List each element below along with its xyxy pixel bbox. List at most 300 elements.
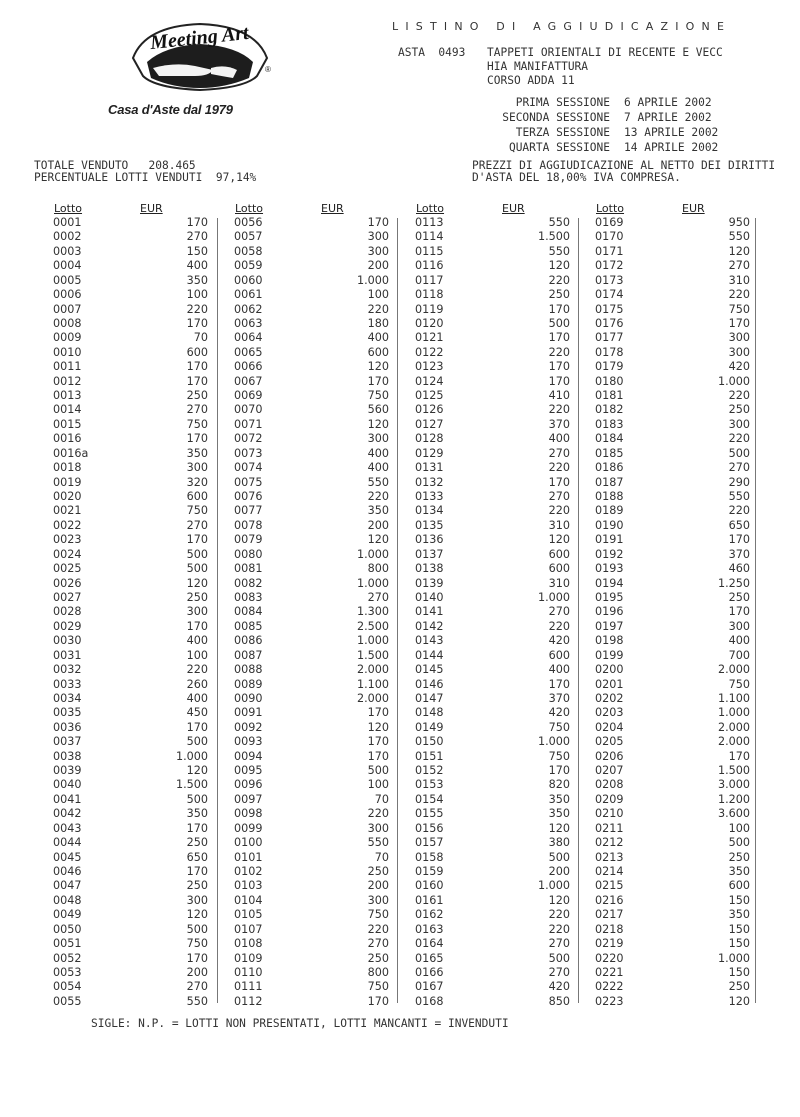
table-row [594, 346, 768, 360]
lot-price-eur: 250 [728, 980, 750, 994]
lot-number: 0175 [595, 302, 624, 316]
header-lotto: Lotto [235, 202, 264, 215]
lot-number: 0083 [234, 590, 263, 604]
lot-price-eur: 650 [186, 850, 208, 864]
lot-number: 0009 [53, 331, 82, 345]
lot-number: 0043 [53, 821, 82, 835]
lot-number: 0040 [53, 778, 82, 792]
lot-price-eur: 220 [728, 288, 750, 302]
session-row [497, 95, 718, 110]
lot-number: 0132 [415, 475, 444, 489]
table-row [52, 649, 226, 663]
lot-number: 0107 [234, 922, 263, 936]
table-row [414, 793, 588, 807]
sales-summary [34, 160, 256, 184]
lot-number: 0154 [415, 792, 444, 806]
lot-price-eur: 250 [186, 389, 208, 403]
lot-price-eur: 350 [548, 792, 570, 806]
table-row [594, 980, 768, 994]
table-row [52, 937, 226, 951]
table-column [52, 200, 226, 1009]
lot-number: 0215 [595, 879, 624, 893]
lot-number: 0158 [415, 850, 444, 864]
lot-price-eur: 270 [367, 937, 389, 951]
table-row [52, 476, 226, 490]
lot-price-eur: 600 [548, 648, 570, 662]
lot-number: 0032 [53, 663, 82, 677]
lot-price-eur: 220 [548, 922, 570, 936]
lot-price-eur: 220 [548, 345, 570, 359]
lot-price-eur: 270 [548, 446, 570, 460]
lot-price-eur: 220 [367, 922, 389, 936]
lot-number: 0031 [53, 648, 82, 662]
session-date: 13 APRILE 2002 [624, 126, 719, 139]
lot-number: 0058 [234, 244, 263, 258]
lot-price-eur: 100 [186, 288, 208, 302]
lot-number: 0174 [595, 288, 624, 302]
table-row [594, 995, 768, 1009]
lot-number: 0049 [53, 908, 82, 922]
table-row [52, 750, 226, 764]
lot-price-eur: 500 [548, 850, 570, 864]
table-row [52, 692, 226, 706]
lot-price-eur: 170 [186, 720, 208, 734]
table-row [414, 966, 588, 980]
lot-price-eur: 220 [728, 389, 750, 403]
table-header [52, 200, 226, 216]
table-row [233, 605, 407, 619]
lot-number: 0191 [595, 533, 624, 547]
lot-price-eur: 1.000 [356, 273, 389, 287]
lot-price-eur: 820 [548, 778, 570, 792]
table-row [233, 663, 407, 677]
lot-number: 0036 [53, 720, 82, 734]
lot-number: 0212 [595, 836, 624, 850]
lot-number: 0109 [234, 951, 263, 965]
lot-number: 0067 [234, 374, 263, 388]
lot-price-eur: 500 [548, 951, 570, 965]
lot-price-eur: 170 [186, 951, 208, 965]
table-row [52, 764, 226, 778]
lot-price-eur: 1.000 [356, 634, 389, 648]
lot-price-eur: 300 [367, 893, 389, 907]
table-row [233, 995, 407, 1009]
table-row [52, 274, 226, 288]
lot-number: 0066 [234, 360, 263, 374]
lot-price-eur: 1.000 [537, 590, 570, 604]
lot-number: 0004 [53, 259, 82, 273]
table-row [594, 375, 768, 389]
lot-number: 0038 [53, 749, 82, 763]
lot-number: 0073 [234, 446, 263, 460]
table-row [594, 678, 768, 692]
lot-price-eur: 350 [548, 807, 570, 821]
lot-price-eur: 370 [728, 547, 750, 561]
lot-number: 0214 [595, 864, 624, 878]
lot-price-eur: 500 [548, 316, 570, 330]
lot-price-eur: 250 [186, 879, 208, 893]
lot-price-eur: 600 [367, 345, 389, 359]
lot-number: 0033 [53, 677, 82, 691]
lot-price-eur: 750 [367, 389, 389, 403]
table-row [594, 533, 768, 547]
lot-number: 0142 [415, 619, 444, 633]
table-row [233, 692, 407, 706]
lot-price-eur: 2.000 [717, 663, 750, 677]
session-name: QUARTA SESSIONE [508, 141, 610, 154]
table-row [52, 461, 226, 475]
table-row [52, 634, 226, 648]
table-row [233, 634, 407, 648]
lot-price-eur: 400 [728, 634, 750, 648]
lot-number: 0062 [234, 302, 263, 316]
price-note [472, 160, 775, 184]
lot-price-eur: 120 [728, 994, 750, 1008]
lot-price-eur: 120 [367, 360, 389, 374]
table-row [233, 620, 407, 634]
table-rows [414, 216, 588, 1009]
table-row [233, 245, 407, 259]
lot-number: 0077 [234, 504, 263, 518]
total-sold-label: TOTALE VENDUTO [34, 159, 129, 172]
lot-price-eur: 550 [548, 244, 570, 258]
lot-price-eur: 420 [548, 706, 570, 720]
lot-price-eur: 550 [186, 994, 208, 1008]
lot-price-eur: 170 [548, 302, 570, 316]
lot-number: 0184 [595, 432, 624, 446]
table-row [594, 706, 768, 720]
lot-price-eur: 310 [548, 518, 570, 532]
lot-price-eur: 320 [186, 475, 208, 489]
table-row [594, 461, 768, 475]
lot-number: 0166 [415, 965, 444, 979]
lot-number: 0091 [234, 706, 263, 720]
lot-price-eur: 500 [186, 922, 208, 936]
lot-number: 0100 [234, 836, 263, 850]
lot-price-eur: 120 [548, 893, 570, 907]
session-list [497, 95, 718, 155]
lot-number: 0199 [595, 648, 624, 662]
lot-number: 0151 [415, 749, 444, 763]
lot-number: 0008 [53, 316, 82, 330]
session-name: PRIMA SESSIONE [515, 96, 610, 109]
lot-price-eur: 600 [548, 547, 570, 561]
logo-brand-name: Meeting Art [149, 21, 250, 55]
lot-number: 0189 [595, 504, 624, 518]
lot-number: 0064 [234, 331, 263, 345]
table-row [52, 778, 226, 792]
lot-number: 0088 [234, 663, 263, 677]
lot-number: 0169 [595, 216, 624, 229]
lot-price-eur: 950 [728, 216, 750, 229]
lot-price-eur: 750 [548, 749, 570, 763]
lot-number: 0193 [595, 562, 624, 576]
lot-number: 0078 [234, 518, 263, 532]
lot-number: 0134 [415, 504, 444, 518]
table-row [414, 706, 588, 720]
table-row [233, 836, 407, 850]
header-eur: EUR [321, 202, 344, 215]
lot-number: 0048 [53, 893, 82, 907]
lot-number: 0170 [595, 230, 624, 244]
lot-number: 0221 [595, 965, 624, 979]
lot-number: 0194 [595, 576, 624, 590]
table-row [414, 418, 588, 432]
lot-number: 0079 [234, 533, 263, 547]
lot-number: 0163 [415, 922, 444, 936]
table-row [52, 851, 226, 865]
lot-number: 0117 [415, 273, 444, 287]
lot-price-eur: 250 [186, 836, 208, 850]
table-column [414, 200, 588, 1009]
lot-number: 0129 [415, 446, 444, 460]
table-row [52, 519, 226, 533]
lot-number: 0209 [595, 792, 624, 806]
total-sold-value: 208.465 [148, 159, 196, 172]
lot-number: 0060 [234, 273, 263, 287]
lot-price-eur: 250 [367, 864, 389, 878]
lot-price-eur: 270 [728, 461, 750, 475]
table-row [52, 389, 226, 403]
lot-price-eur: 220 [548, 461, 570, 475]
lot-price-eur: 220 [548, 403, 570, 417]
lot-price-eur: 500 [186, 547, 208, 561]
lot-price-eur: 170 [186, 533, 208, 547]
table-row [594, 807, 768, 821]
lot-price-eur: 3.000 [717, 778, 750, 792]
lot-number: 0202 [595, 691, 624, 705]
lot-price-eur: 420 [548, 634, 570, 648]
lot-price-eur: 1.250 [717, 576, 750, 590]
lot-price-eur: 220 [186, 663, 208, 677]
lot-number: 0070 [234, 403, 263, 417]
lot-number: 0144 [415, 648, 444, 662]
table-row [594, 735, 768, 749]
table-rows [594, 216, 768, 1009]
lot-price-eur: 170 [186, 216, 208, 229]
table-row [233, 721, 407, 735]
lot-price-eur: 170 [186, 821, 208, 835]
header-lotto: Lotto [54, 202, 83, 215]
lot-price-eur: 170 [367, 735, 389, 749]
table-row [594, 663, 768, 677]
lot-number: 0057 [234, 230, 263, 244]
lot-number: 0055 [53, 994, 82, 1008]
lot-price-eur: 120 [367, 533, 389, 547]
table-row [233, 952, 407, 966]
lot-number: 0200 [595, 663, 624, 677]
lot-number: 0065 [234, 345, 263, 359]
lot-number: 0022 [53, 518, 82, 532]
table-row [52, 952, 226, 966]
table-row [233, 649, 407, 663]
lot-number: 0099 [234, 821, 263, 835]
lot-price-eur: 1.000 [175, 749, 208, 763]
lot-price-eur: 550 [548, 216, 570, 229]
table-row [233, 548, 407, 562]
lot-price-eur: 200 [186, 965, 208, 979]
table-row [594, 447, 768, 461]
table-row [233, 375, 407, 389]
lot-number: 0039 [53, 764, 82, 778]
lot-number: 0080 [234, 547, 263, 561]
lot-number: 0145 [415, 663, 444, 677]
lot-price-eur: 420 [728, 360, 750, 374]
lot-price-eur: 220 [548, 908, 570, 922]
lot-price-eur: 1.100 [717, 691, 750, 705]
table-header [414, 200, 588, 216]
lot-number: 0002 [53, 230, 82, 244]
lot-price-eur: 1.500 [356, 648, 389, 662]
lot-number: 0206 [595, 749, 624, 763]
table-row [414, 317, 588, 331]
lot-number: 0161 [415, 893, 444, 907]
lot-price-eur: 170 [186, 432, 208, 446]
table-row [414, 634, 588, 648]
lot-price-eur: 700 [728, 648, 750, 662]
lot-number: 0149 [415, 720, 444, 734]
table-row [594, 591, 768, 605]
table-row [414, 331, 588, 345]
lot-number: 0054 [53, 980, 82, 994]
column-divider [755, 218, 756, 1003]
lot-price-eur: 1.000 [717, 374, 750, 388]
lot-price-eur: 300 [367, 432, 389, 446]
lot-number: 0137 [415, 547, 444, 561]
lot-price-eur: 70 [374, 850, 389, 864]
lot-number: 0024 [53, 547, 82, 561]
lot-price-eur: 550 [728, 490, 750, 504]
lot-price-eur: 100 [186, 648, 208, 662]
lot-price-eur: 220 [548, 619, 570, 633]
lot-number: 0095 [234, 764, 263, 778]
lot-price-eur: 120 [186, 764, 208, 778]
table-row [594, 303, 768, 317]
lot-number: 0203 [595, 706, 624, 720]
table-row [594, 490, 768, 504]
lot-price-eur: 300 [728, 619, 750, 633]
lot-price-eur: 120 [728, 244, 750, 258]
table-row [233, 735, 407, 749]
lot-price-eur: 3.600 [717, 807, 750, 821]
lot-price-eur: 170 [728, 533, 750, 547]
lot-price-eur: 400 [186, 634, 208, 648]
lot-price-eur: 220 [367, 807, 389, 821]
lot-number: 0021 [53, 504, 82, 518]
table-row [414, 995, 588, 1009]
table-row [233, 908, 407, 922]
lot-price-eur: 350 [186, 273, 208, 287]
table-row [52, 360, 226, 374]
table-row [414, 577, 588, 591]
lot-price-eur: 290 [728, 475, 750, 489]
lot-number: 0016 [53, 432, 82, 446]
table-row [594, 793, 768, 807]
lot-number: 0097 [234, 792, 263, 806]
table-row [414, 620, 588, 634]
table-row [52, 490, 226, 504]
table-row [52, 807, 226, 821]
lot-price-eur: 550 [367, 836, 389, 850]
table-row [52, 504, 226, 518]
table-row [414, 519, 588, 533]
lot-number: 0223 [595, 994, 624, 1008]
table-row [414, 649, 588, 663]
table-row [52, 447, 226, 461]
session-row [497, 110, 718, 125]
lot-price-eur: 120 [186, 908, 208, 922]
lot-number: 0139 [415, 576, 444, 590]
lot-price-eur: 150 [728, 965, 750, 979]
lot-price-eur: 220 [548, 504, 570, 518]
header-lotto: Lotto [416, 202, 445, 215]
table-row [414, 490, 588, 504]
lot-number: 0136 [415, 533, 444, 547]
lot-price-eur: 170 [367, 749, 389, 763]
table-row [414, 778, 588, 792]
lot-number: 0096 [234, 778, 263, 792]
lot-price-eur: 450 [186, 706, 208, 720]
lot-number: 0019 [53, 475, 82, 489]
lot-price-eur: 1.200 [717, 792, 750, 806]
table-row [233, 923, 407, 937]
lot-number: 0182 [595, 403, 624, 417]
lot-number: 0061 [234, 288, 263, 302]
table-row [414, 591, 588, 605]
lot-price-eur: 270 [548, 490, 570, 504]
lot-number: 0059 [234, 259, 263, 273]
lot-number: 0035 [53, 706, 82, 720]
table-row [414, 259, 588, 273]
lot-number: 0006 [53, 288, 82, 302]
lot-number: 0216 [595, 893, 624, 907]
lot-price-eur: 350 [186, 807, 208, 821]
table-row [233, 519, 407, 533]
logo-tagline: Casa d'Aste dal 1979 [108, 102, 233, 117]
lot-price-eur: 250 [367, 951, 389, 965]
table-row [414, 476, 588, 490]
table-row [414, 822, 588, 836]
lot-price-eur: 600 [186, 490, 208, 504]
lot-price-eur: 350 [186, 446, 208, 460]
lot-number: 0167 [415, 980, 444, 994]
table-row [594, 923, 768, 937]
table-row [414, 504, 588, 518]
lot-number: 0089 [234, 677, 263, 691]
table-row [233, 822, 407, 836]
lot-number: 0138 [415, 562, 444, 576]
session-date: 14 APRILE 2002 [624, 141, 719, 154]
lot-price-eur: 300 [367, 821, 389, 835]
lot-number: 0220 [595, 951, 624, 965]
table-rows [52, 216, 226, 1009]
lot-price-eur: 400 [367, 331, 389, 345]
lot-price-eur: 150 [728, 937, 750, 951]
lot-number: 0027 [53, 590, 82, 604]
lot-number: 0162 [415, 908, 444, 922]
table-row [52, 605, 226, 619]
lot-number: 0093 [234, 735, 263, 749]
lot-number: 0152 [415, 764, 444, 778]
table-row [594, 317, 768, 331]
table-row [414, 461, 588, 475]
table-row [594, 750, 768, 764]
percent-sold-value: 97,14% [215, 171, 257, 184]
lot-number: 0135 [415, 518, 444, 532]
table-row [414, 245, 588, 259]
lot-price-eur: 170 [728, 316, 750, 330]
lot-number: 0074 [234, 461, 263, 475]
